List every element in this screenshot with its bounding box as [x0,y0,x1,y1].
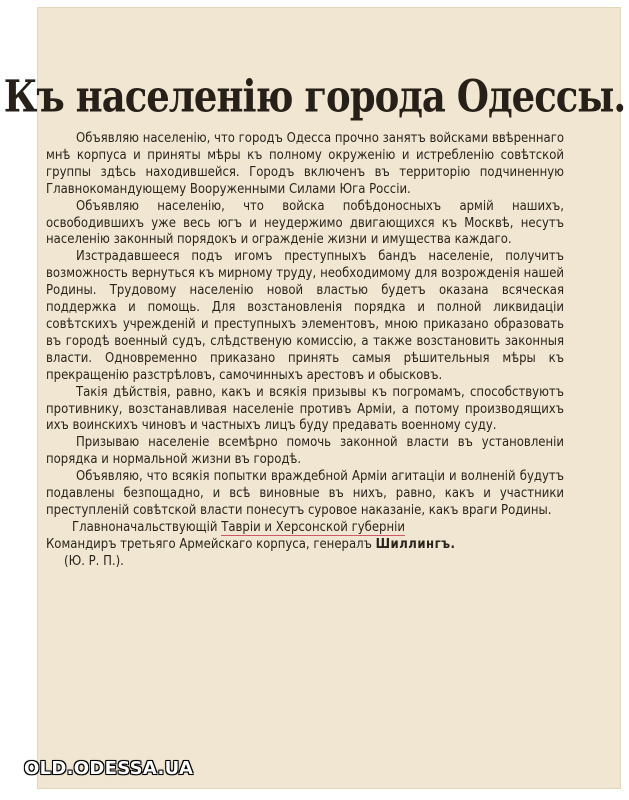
signature-line-1 [46,520,564,537]
paragraph: Призываю населеніе всемѣрно помочь законной власти въ установленіи порядка и нормальной жизни въ городѣ. [46,435,564,468]
signature-line-3: (Ю. Р. П.). [64,553,124,569]
paragraph: Объявляю населенію, что войска побѣдоносныхъ армій нашихъ, освободившихъ уже весь югъ и неудержимо двигающихся къ Москвѣ, несутъ населенію законный порядокъ и огражденіе жизни и имущества каждаго. [46,198,564,248]
document-title: Къ населенію города Одессы. [3,69,626,123]
signature-name: Шиллингъ. [375,536,456,552]
paragraph: Изстрадавшееся подъ игомъ преступныхъ бандъ населеніе, получитъ возможность вернуться къ мирному труду, необходимому для возрожденія нашей Родины. Трудовому населенію новой властью будетъ оказана всяческая поддержка и помощь. Для возстановленія порядка и полной ликвидаціи совѣтскихъ учрежденій и преступныхъ элементовъ, мною приказано образовать въ городѣ военный судъ, слѣдственую комиссію, а также возстановить законныя власти. Одновременно приказано принять самыя рѣшительныя мѣры къ прекращенію разстрѣловъ, самочинныхъ арестовъ и обысковъ. [46,249,564,383]
signature-region: Тавріи и Херсонской губерніи [221,519,405,535]
paragraph: Объявляю, что всякія попытки враждебной Арміи агитаціи и волненій будутъ подавлены безпощадно, и всѣ виновные въ нихъ, равно, какъ и участники преступленій совѣтской власти понесутъ суровое наказаніе, какъ враги Родины. [46,469,564,518]
paragraph: Объявляю населенію, что городъ Одесса прочно занятъ войсками ввѣреннаго мнѣ корпуса и приняты мѣры къ полному окруженію и истребленію совѣтской группы здѣсь находившейся. Городъ включенъ въ территорію подчиненную Главнокомандующему Вооруженными Силами Юга Россіи. [46,131,564,197]
document-body [46,131,564,571]
signature-line-2 [46,537,564,554]
watermark: OLD.ODESSA.UA [24,758,194,779]
signature-rank: Командиръ третьяго Армейскаго корпуса, генералъ [46,536,376,552]
signature-title: Главноначальствующій [72,519,222,535]
signature-block [46,520,564,571]
paragraph: Такія дѣйствія, равно, какъ и всякія призывы къ погромамъ, способствуютъ противнику, возстанавливая населеніе противъ Арміи, а потому производящихъ ихъ воинскихъ чиновъ и частныхъ лицъ буду предавать военному суду. [46,384,564,434]
